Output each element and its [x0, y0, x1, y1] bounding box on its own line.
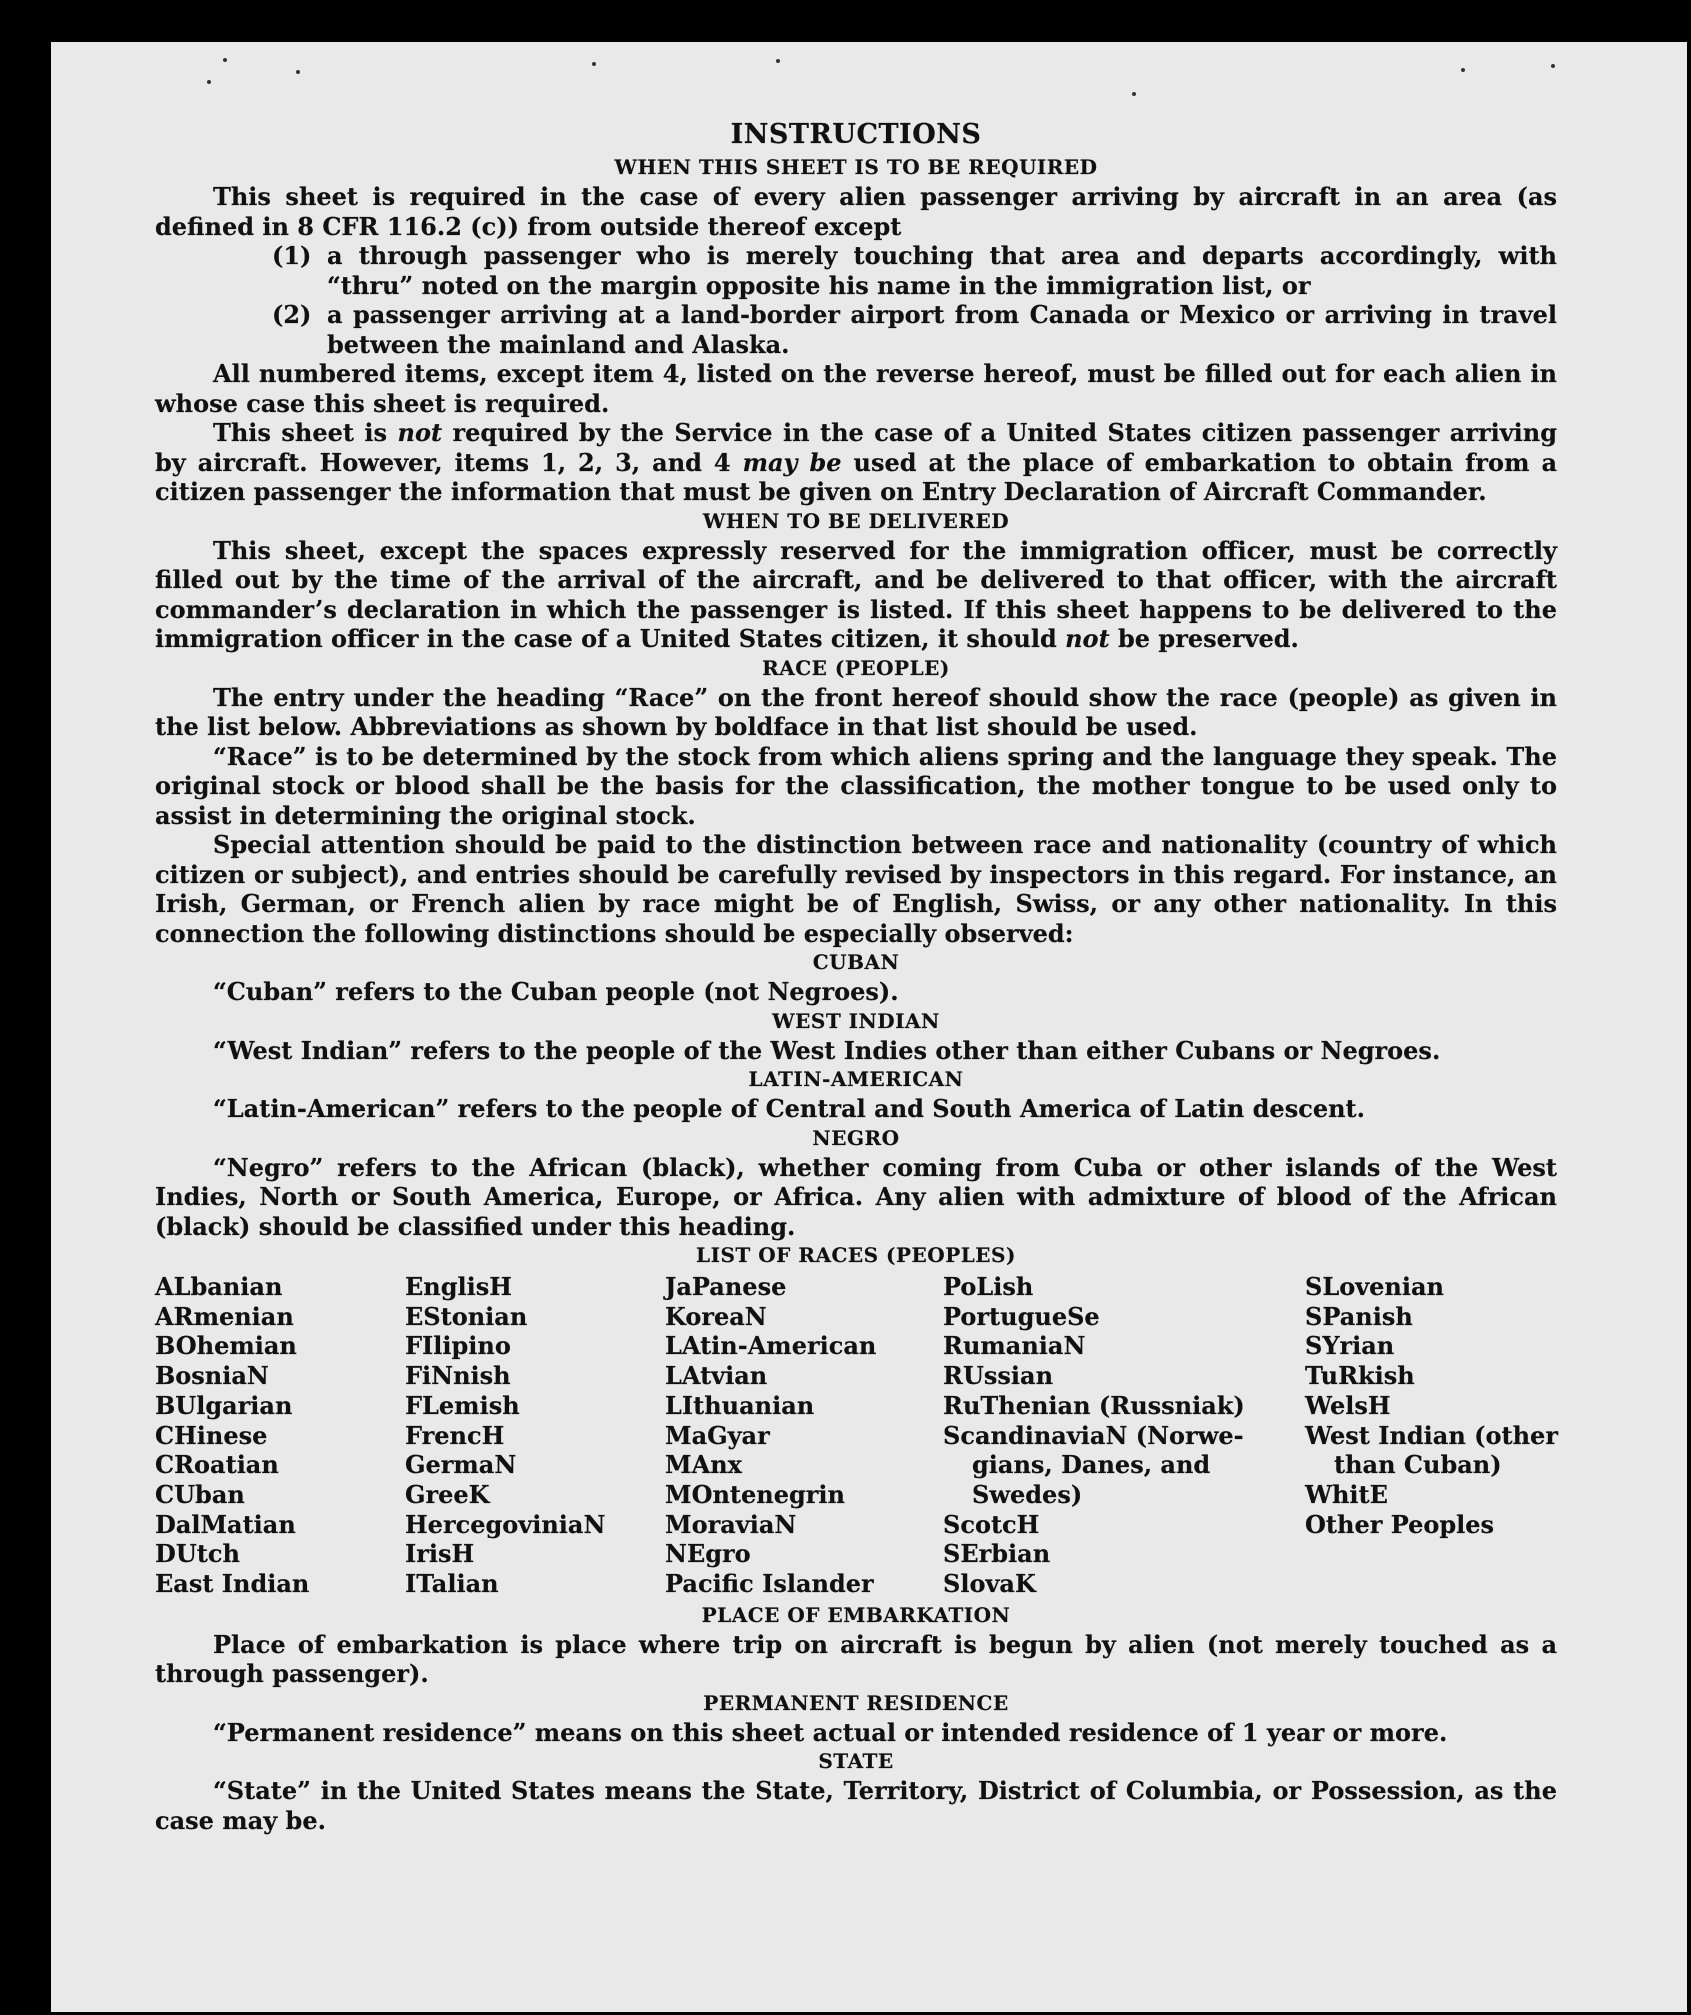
list-item: gians, Danes, and [972, 1450, 1211, 1480]
speck [1461, 68, 1465, 72]
paragraph: “Permanent residence” means on this sheet actual or intended residence of 1 year or more. [213, 1717, 1448, 1747]
list-item: CRoatian [155, 1450, 279, 1480]
list-item: WelsH [1305, 1390, 1391, 1420]
list-item: DUtch [155, 1539, 240, 1569]
race-column [1305, 1272, 1557, 1599]
list-item: ITalian [405, 1569, 499, 1599]
list-item: SLovenian [1305, 1272, 1444, 1301]
speck [296, 70, 300, 74]
item-number: (2) [272, 300, 312, 329]
italic-text: not [1065, 624, 1110, 653]
list-item: BosniaN [155, 1361, 269, 1391]
paragraph: “West Indian” refers to the people of the West Indies other than either Cubans or Negroes. [213, 1035, 1441, 1065]
list-item: KoreaN [665, 1301, 767, 1331]
list-item: MOntenegrin [665, 1479, 845, 1509]
list-item: ScandinaviaN (Norwe- [943, 1420, 1244, 1450]
list-item: East Indian [155, 1569, 310, 1599]
heading-west-indian: WEST INDIAN [772, 1008, 940, 1033]
italic-text: may be [742, 447, 842, 477]
heading-state: STATE [818, 1749, 894, 1774]
list-item: BUlgarian [155, 1390, 293, 1420]
race-column [155, 1272, 405, 1599]
list-item: GreeK [405, 1479, 490, 1509]
heading-race: RACE (PEOPLE) [762, 655, 950, 680]
list-item: ScotcH [943, 1509, 1040, 1539]
list-item: CHinese [155, 1420, 268, 1450]
list-item: MoraviaN [665, 1509, 797, 1539]
paragraph: “Negro” refers to the African (black), whether coming from Cuba or other islands of the West Indies, North or South America, Europe, or Africa. Any alien with admixture of blood of the African (black) should be classified under this heading. [155, 1152, 1557, 1241]
heading-latin-american: LATIN-AMERICAN [748, 1067, 964, 1091]
list-item: GermaN [405, 1450, 517, 1480]
speck [207, 80, 211, 84]
list-item [272, 241, 1557, 300]
list-item: MAnx [665, 1450, 742, 1480]
text-run: This sheet, except the spaces expressly reserved for the immigration officer, must be correctly filled out by the time of the arrival of the aircraft, and be delivered to that officer, with the aircraft commander’s declaration in which the passenger is listed. If this sheet happens to be delivered to the immigration officer in the case of a United States citizen, it should [155, 535, 1557, 653]
heading-when-required: WHEN THIS SHEET IS TO BE REQUIRED [614, 155, 1098, 179]
instructions-content [155, 117, 1557, 1835]
heading-place-of-embarkation: PLACE OF EMBARKATION [701, 1602, 1011, 1627]
list-item: DalMatian [155, 1509, 296, 1539]
list-item: RumaniaN [943, 1331, 1086, 1361]
paragraph: Place of embarkation is place where trip on aircraft is begun by alien (not merely touched as a through passenger). [155, 1629, 1557, 1689]
heading-permanent-residence: PERMANENT RESIDENCE [703, 1690, 1009, 1715]
list-item: LAtin-American [665, 1331, 877, 1361]
paragraph: All numbered items, except item 4, listed on the reverse hereof, must be filled out for each alien in whose case this sheet is required. [155, 359, 1557, 418]
list-item: CUban [155, 1479, 245, 1509]
paragraph: “Cuban” refers to the Cuban people (not Negroes). [213, 977, 899, 1006]
paragraph: “Race” is to be determined by the stock from which aliens spring and the language they speak. The original stock or blood shall be the basis for the classification, the mother tongue to be used only to assist in determining the original stock. [155, 741, 1557, 830]
list-item: RuThenian (Russniak) [943, 1390, 1245, 1420]
paragraph: Special attention should be paid to the distinction between race and nationality (country of which citizen or subject), and entries should be carefully revised by inspectors in this regard. For instance, an Irish, German, or French alien by race might be of English, Swiss, or any other nationality. In this connection the following distinctions should be especially observed: [155, 830, 1557, 948]
list-item: Swedes) [972, 1479, 1083, 1509]
text-run: This sheet is [213, 418, 398, 447]
paragraph [155, 536, 1557, 654]
list-item: SYrian [1305, 1331, 1395, 1361]
text-run: be preserved. [1109, 624, 1299, 653]
list-item: than Cuban) [1334, 1450, 1502, 1480]
list-item: RUssian [943, 1361, 1054, 1391]
document-sheet [51, 42, 1687, 2012]
list-item: West Indian (other [1305, 1420, 1558, 1450]
list-item: FrencH [405, 1420, 505, 1450]
list-item: EnglisH [405, 1272, 512, 1301]
paragraph: “Latin-American” refers to the people of Central and South America of Latin descent. [213, 1094, 1365, 1123]
list-item: TuRkish [1305, 1361, 1415, 1391]
race-column [665, 1272, 943, 1599]
paragraph [155, 418, 1557, 507]
list-item: IrisH [405, 1539, 475, 1569]
heading-cuban: CUBAN [812, 950, 900, 974]
list-item: Other Peoples [1305, 1509, 1495, 1539]
text-run: required by the Service in the case of a United States citizen passenger arriving by aircraft. However, items 1, 2, 3, and 4 [155, 418, 1558, 477]
race-column [943, 1272, 1305, 1599]
speck [592, 62, 596, 66]
list-item: WhitE [1305, 1479, 1388, 1509]
race-list [155, 1272, 1557, 1599]
item-text: a through passenger who is merely touching that area and departs accordingly, with “thru” noted on the margin opposite his name in the immigration list, or [327, 241, 1557, 300]
text-run: used at the place of embarkation to obtain from a citizen passenger the information that must be given on Entry Declaration of Aircraft Commander. [155, 447, 1557, 506]
list-item: FiNnish [405, 1361, 511, 1391]
speck [1132, 92, 1136, 96]
item-number: (1) [272, 241, 312, 270]
list-item: BOhemian [155, 1331, 297, 1361]
paragraph: This sheet is required in the case of every alien passenger arriving by aircraft in an area (as defined in 8 CFR 116.2 (c)) from outside thereof except [155, 182, 1557, 241]
heading-when-delivered: WHEN TO BE DELIVERED [702, 508, 1010, 533]
list-item: LIthuanian [665, 1390, 815, 1420]
speck [1551, 64, 1555, 68]
list-item: EStonian [405, 1301, 528, 1331]
list-item: PortugueSe [943, 1301, 1100, 1331]
list-item: FIlipino [405, 1331, 511, 1361]
list-item: NEgro [665, 1539, 751, 1569]
list-item: Pacific Islander [665, 1569, 874, 1599]
heading-negro: NEGRO [812, 1125, 900, 1150]
list-item: ARmenian [155, 1301, 294, 1331]
speck [223, 58, 227, 62]
heading-list-of-races: LIST OF RACES (PEOPLES) [696, 1243, 1016, 1267]
list-item: SPanish [1305, 1301, 1413, 1331]
race-column [405, 1272, 665, 1599]
list-item: SErbian [943, 1539, 1051, 1569]
list-item: HercegoviniaN [405, 1509, 606, 1539]
paragraph: The entry under the heading “Race” on the front hereof should show the race (people) as given in the list below. Abbreviations as shown by boldface in that list should be used. [155, 682, 1557, 741]
list-item: FLemish [405, 1390, 520, 1420]
list-item: ALbanian [155, 1272, 283, 1301]
list-item: SlovaK [943, 1569, 1036, 1599]
list-item: PoLish [943, 1272, 1034, 1301]
italic-text: not [397, 418, 443, 447]
list-item [272, 300, 1557, 359]
list-item: MaGyar [665, 1420, 770, 1450]
item-text: a passenger arriving at a land-border airport from Canada or Mexico or arriving in travel between the mainland and Alaska. [327, 300, 1557, 359]
list-item: JaPanese [665, 1272, 787, 1301]
list-item: LAtvian [665, 1361, 768, 1391]
page-title: INSTRUCTIONS [730, 119, 982, 150]
speck [776, 59, 780, 63]
paragraph: “State” in the United States means the State, Territory, District of Columbia, or Possession, as the case may be. [155, 1776, 1557, 1835]
